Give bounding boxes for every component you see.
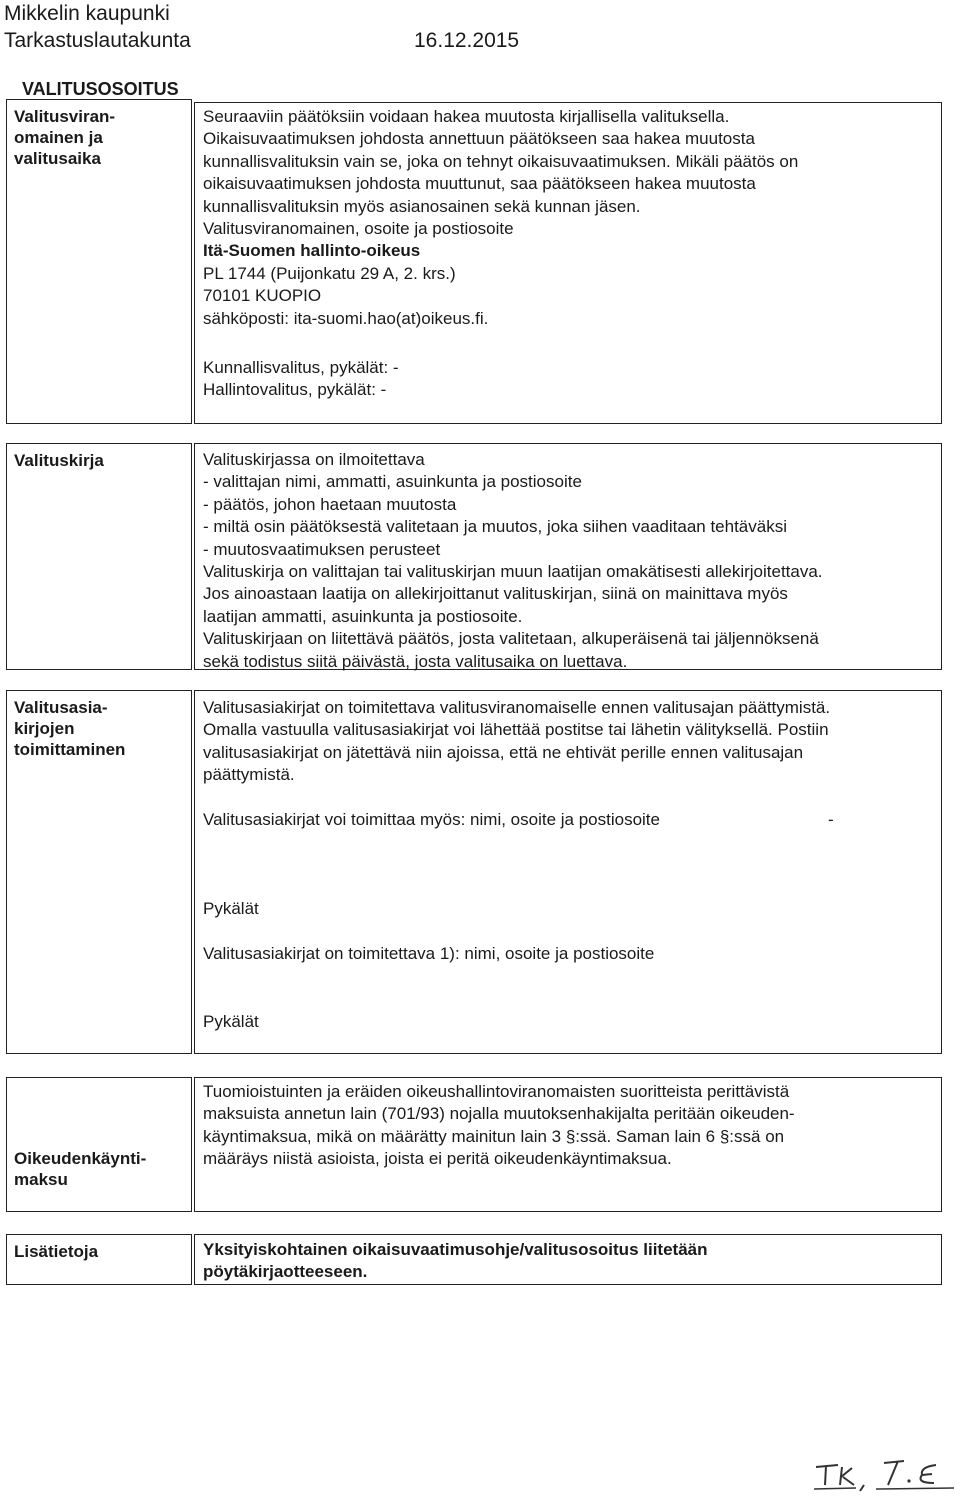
- delivery-recipient: Valitusasiakirjat on toimitettava 1): nimi, osoite ja postiosoite: [203, 944, 655, 963]
- paragraphs-label-1: Pykälät: [203, 899, 259, 918]
- appeal-authority-label: Valitusviran- omainen ja valitusaika: [14, 107, 116, 168]
- additional-info-label: Lisätietoja: [14, 1242, 99, 1261]
- municipal-appeal-paragraphs: Kunnallisvalitus, pykälät: -: [203, 358, 399, 377]
- initials-signature-icon: [812, 1455, 957, 1493]
- court-fee-text: Tuomioistuinten ja eräiden oikeushallintoviranomaisten suoritteista perittävistä maksuista annetun lain (701/93) nojalla muutoksenhakijalta peritään oikeuden- käyntimaksua, mikä on määrätty mainitun lain 3 §:ssä. Saman lain 6 §:ssä on määräys niistä asioista, joista ei peritä oikeudenkäyntimaksua.: [203, 1082, 795, 1169]
- court-name: Itä-Suomen hallinto-oikeus: [203, 241, 421, 261]
- city-name: Mikkelin kaupunki: [4, 2, 170, 25]
- administrative-appeal-paragraphs: Hallintovalitus, pykälät: -: [203, 380, 387, 400]
- po-box: PL 1744 (Puijonkatu 29 A, 2. krs.): [203, 263, 456, 283]
- appeal-authority-text: Seuraaviin päätöksiin voidaan hakea muutosta kirjallisella valituksella. Oikaisuvaatimuksen johdosta annettuun päätökseen saa hakea muutosta kunnallisvalituksin vain se, joka on tehnyt oikaisuvaatimuksen. Mikäli päätös on oikaisuvaatimuksen johdosta muuttunut, saa päätökseen hakea muutosta kunnallisvalituksin myös asianosainen sekä kunnan jäsen. Valitusviranomainen, osoite ja postiosoite Itä-Suomen hallinto-oikeus PL 1744 (Puijonkatu 29 A, 2. krs.) 70101 KUOPIO sähköposti: ita-suomi.hao(at)oikeus.fi.: [203, 106, 798, 330]
- handwritten-initials: [812, 1455, 957, 1493]
- court-fee-label: Oikeudenkäynti- maksu: [14, 1149, 147, 1189]
- alternative-delivery: Valitusasiakirjat voi toimittaa myös: nimi, osoite ja postiosoite: [203, 810, 660, 829]
- delivery-label: Valitusasia- kirjojen toimittaminen: [14, 698, 126, 759]
- postal-code: 70101 KUOPIO: [203, 286, 322, 306]
- appeal-letter-label-box: [6, 443, 192, 670]
- additional-info-text: Yksityiskohtainen oikaisuvaatimusohje/valitusosoitus liitetään pöytäkirjaotteeseen.: [203, 1240, 708, 1282]
- document-date: 16.12.2015: [414, 29, 520, 52]
- board-name: Tarkastuslautakunta: [4, 29, 191, 52]
- section-title: VALITUSOSOITUS: [22, 79, 179, 99]
- email-address: sähköposti: ita-suomi.hao(at)oikeus.fi.: [203, 308, 489, 328]
- address-heading: Valitusviranomainen, osoite ja postiosoite: [203, 219, 514, 239]
- appeal-paragraphs: [203, 357, 399, 402]
- paragraphs-label-2: Pykälät: [203, 1012, 259, 1031]
- appeal-letter-text: Valituskirjassa on ilmoitettava - valittajan nimi, ammatti, asuinkunta ja postiosoite - päätös, johon haetaan muutosta - miltä osin päätöksestä valitetaan ja muutos, joka siihen vaaditaan tehtäväksi - muutosvaatimuksen perusteet Valituskirja on valittajan tai valituskirjan muun laatijan omakätisesti allekirjoitettava. Jos ainoastaan laatija on allekirjoittanut valituskirjan, siinä on mainittava myös laatijan ammatti, asuinkunta ja postiosoite. Valituskirjaan on liitettävä päätös, josta valitetaan, alkuperäisenä tai jäljennöksenä sekä todistus siitä päivästä, josta valitusaika on luettava.: [203, 450, 823, 671]
- delivery-text: Valitusasiakirjat on toimitettava valitusviranomaiselle ennen valitusajan päättymistä. Omalla vastuulla valitusasiakirjat voi lähettää postitse tai lähetin välityksellä. Postiin valitusasiakirjat on jätettävä niin ajoissa, että ne ehtivät perille ennen valitusajan päättymistä.: [203, 698, 831, 785]
- alternative-delivery-dash: -: [828, 810, 834, 829]
- appeal-letter-label: Valituskirja: [14, 451, 104, 470]
- court-fee-label-box: [6, 1077, 192, 1212]
